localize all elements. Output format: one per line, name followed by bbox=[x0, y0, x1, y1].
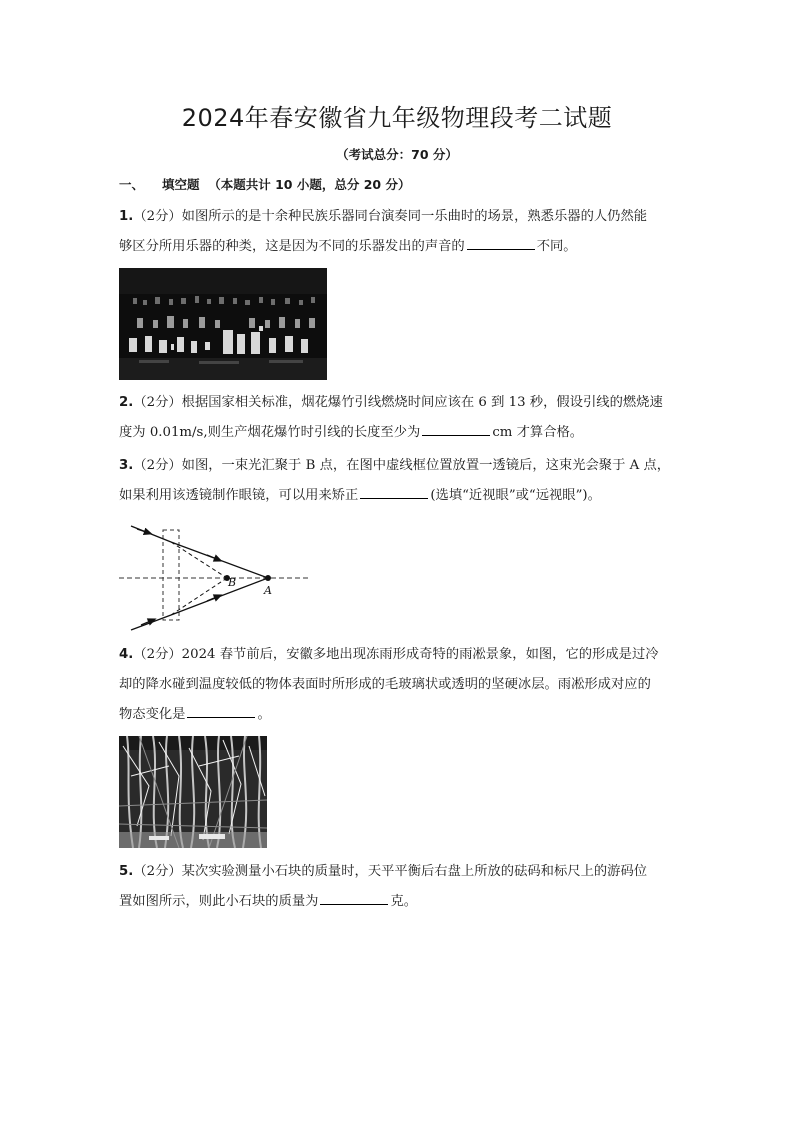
orchestra-photo bbox=[119, 268, 327, 380]
question-5-line-1 bbox=[119, 857, 675, 887]
question-4-line-2: 却的降水碰到温度较低的物体表面时所形成的毛玻璃状或透明的坚硬冰层。雨凇形成对应的 bbox=[119, 677, 651, 692]
question-text: 。 bbox=[257, 707, 271, 722]
question-text: 如图所示的是十余种民族乐器同台演奏同一乐曲时的场景，熟悉乐器的人仍然能 bbox=[181, 209, 648, 224]
question-3-line-1 bbox=[119, 451, 675, 481]
incoming-ray-bottom bbox=[131, 615, 171, 630]
section-name: 填空题 bbox=[162, 177, 200, 192]
question-number: 1. bbox=[119, 209, 134, 224]
question-3 bbox=[119, 451, 675, 511]
lens-light-diagram bbox=[119, 520, 314, 632]
question-5 bbox=[119, 857, 675, 917]
question-number: 5. bbox=[119, 864, 134, 879]
section-number: 一、 bbox=[119, 177, 145, 192]
question-score: （2分） bbox=[133, 864, 182, 879]
question-number: 2. bbox=[119, 395, 134, 410]
question-text: 置如图所示，则此小石块的质量为 bbox=[119, 894, 319, 909]
point-a-label: A bbox=[264, 584, 272, 597]
question-4 bbox=[119, 640, 675, 730]
answer-blank[interactable] bbox=[467, 235, 535, 250]
question-1-line-1 bbox=[119, 202, 675, 232]
question-2-line-2 bbox=[119, 418, 675, 448]
question-2 bbox=[119, 388, 675, 448]
question-text: 2024 春节前后，安徽多地出现冻雨形成奇特的雨凇景象，如图，它的形成是过冷 bbox=[181, 647, 659, 662]
question-number: 4. bbox=[119, 647, 134, 662]
question-5-line-2 bbox=[119, 887, 675, 917]
point-b-label: B bbox=[228, 576, 237, 589]
question-score: （2分） bbox=[133, 395, 182, 410]
question-3-line-2 bbox=[119, 481, 675, 511]
answer-blank[interactable] bbox=[422, 421, 490, 436]
question-1 bbox=[119, 202, 675, 262]
question-2-line-1 bbox=[119, 388, 675, 418]
question-text: 物态变化是 bbox=[119, 707, 186, 722]
section-heading bbox=[119, 175, 679, 195]
answer-blank[interactable] bbox=[360, 484, 428, 499]
question-4-line-3 bbox=[119, 700, 675, 730]
answer-blank[interactable] bbox=[187, 703, 255, 718]
question-text: 够区分所用乐器的种类，这是因为不同的乐器发出的声音的 bbox=[119, 239, 465, 254]
answer-blank[interactable] bbox=[320, 890, 388, 905]
question-score: （2分） bbox=[133, 458, 182, 473]
page-title: 2024年春安徽省九年级物理段考二试题 bbox=[181, 104, 613, 132]
exam-total-score: （考试总分：70 分） bbox=[336, 147, 458, 162]
question-4-line-1 bbox=[119, 640, 675, 670]
question-text: 不同。 bbox=[536, 239, 577, 254]
question-text: 如果利用该透镜制作眼镜，可以用来矫正 bbox=[119, 488, 359, 503]
question-number: 3. bbox=[119, 458, 134, 473]
section-note: （本题共计 10 小题，总分 20 分） bbox=[208, 177, 411, 192]
question-1-line-2 bbox=[119, 232, 675, 262]
question-score: （2分） bbox=[133, 209, 182, 224]
question-text: 克。 bbox=[390, 894, 418, 909]
question-score: （2分） bbox=[133, 647, 182, 662]
question-text: 如图，一束光汇聚于 B 点，在图中虚线框位置放置一透镜后，这束光会聚于 A 点， bbox=[181, 458, 671, 473]
incoming-ray-top bbox=[131, 526, 171, 542]
question-text: 度为 0.01m/s,则生产烟花爆竹时引线的长度至少为 bbox=[119, 425, 421, 440]
question-text: cm 才算合格。 bbox=[492, 425, 584, 440]
question-text: 某次实验测量小石块的质量时，天平平衡后右盘上所放的砝码和标尺上的游码位 bbox=[181, 864, 648, 879]
point-a-dot bbox=[265, 575, 271, 581]
question-text: 根据国家相关标准，烟花爆竹引线燃烧时间应该在 6 到 13 秒，假设引线的燃烧速 bbox=[181, 395, 663, 410]
question-text: (选填“近视眼”或“远视眼”)。 bbox=[430, 488, 601, 503]
glaze-ice-photo bbox=[119, 736, 267, 848]
